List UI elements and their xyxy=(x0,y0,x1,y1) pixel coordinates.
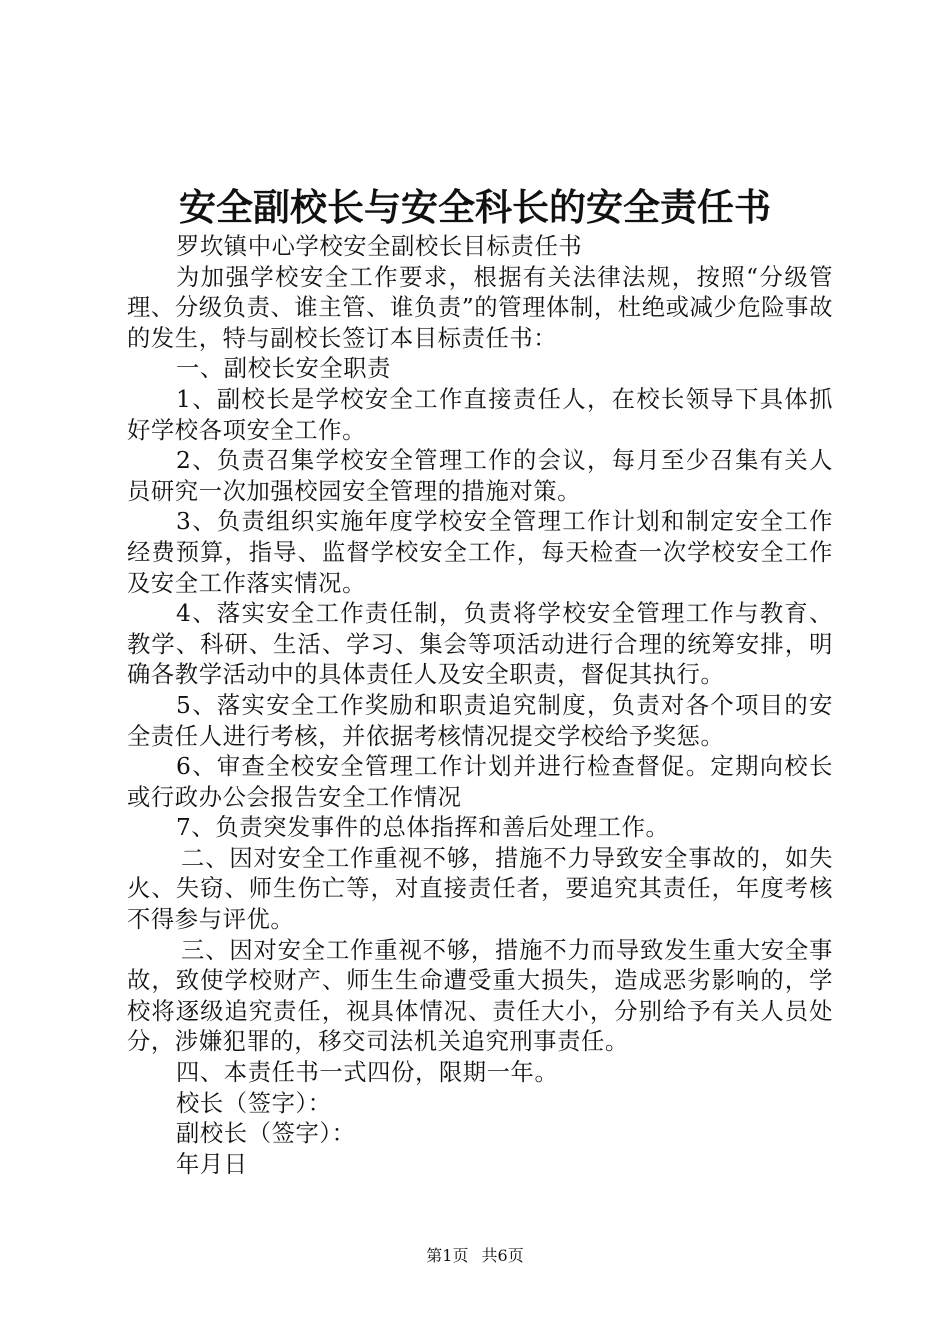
duty-item-4: 4、落实安全工作责任制，负责将学校安全管理工作与教育、教学、科研、生活、学习、集会等项活动进行合理的统筹安排，明确各教学活动中的具体责任人及安全职责，督促其执行。 xyxy=(127,600,833,689)
duty-item-6: 6、审查全校安全管理工作计划并进行检查督促。定期向校长或行政办公会报告安全工作情况 xyxy=(127,753,833,811)
page-number: 第1页 xyxy=(426,1246,469,1265)
page-footer xyxy=(0,1246,950,1266)
duty-item-2: 2、负责召集学校安全管理工作的会议，每月至少召集有关人员研究一次加强校园安全管理的措施对策。 xyxy=(127,447,833,505)
duty-item-5: 5、落实安全工作奖励和职责追究制度，负责对各个项目的安全责任人进行考核，并依据考核情况提交学校给予奖惩。 xyxy=(127,691,833,750)
duty-item-1: 1、副校长是学校安全工作直接责任人，在校长领导下具体抓好学校各项安全工作。 xyxy=(127,385,833,444)
vice-principal-signature-line: 副校长（签字）： xyxy=(176,1120,356,1148)
duty-item-3: 3、负责组织实施年度学校安全管理工作计划和制定安全工作经费预算，指导、监督学校安全工作，每天检查一次学校安全工作及安全工作落实情况。 xyxy=(127,508,833,597)
section-four-paragraph: 四、本责任书一式四份，限期一年。 xyxy=(176,1059,559,1087)
date-line: 年月日 xyxy=(176,1150,248,1178)
document-body xyxy=(127,232,833,1180)
intro-paragraph: 为加强学校安全工作要求，根据有关法律法规，按照“分级管理、分级负责、谁主管、谁负责”的管理体制，杜绝或减少危险事故的发生，特与副校长签订本目标责任书： xyxy=(127,263,833,352)
duty-item-7: 7、负责突发事件的总体指挥和善后处理工作。 xyxy=(176,814,670,842)
document-title: 安全副校长与安全科长的安全责任书 xyxy=(179,186,771,229)
section-two-paragraph: 二、因对安全工作重视不够，措施不力导致安全事故的，如失火、失窃、师生伤亡等，对直接责任者，要追究其责任，年度考核不得参与评优。 xyxy=(127,844,833,934)
section-three-paragraph: 三、因对安全工作重视不够，措施不力而导致发生重大安全事故，致使学校财产、师生生命遭受重大损失，造成恶劣影响的，学校将逐级追究责任，视具体情况、责任大小，分别给予有关人员处分，涉嫌犯罪的，移交司法机关追究刑事责任。 xyxy=(127,936,833,1056)
subtitle-paragraph: 罗坎镇中心学校安全副校长目标责任书 xyxy=(176,233,583,260)
section-heading-duties: 一、副校长安全职责 xyxy=(176,355,392,383)
principal-signature-line: 校长（签字）： xyxy=(176,1089,332,1117)
page-total: 共6页 xyxy=(481,1246,524,1265)
